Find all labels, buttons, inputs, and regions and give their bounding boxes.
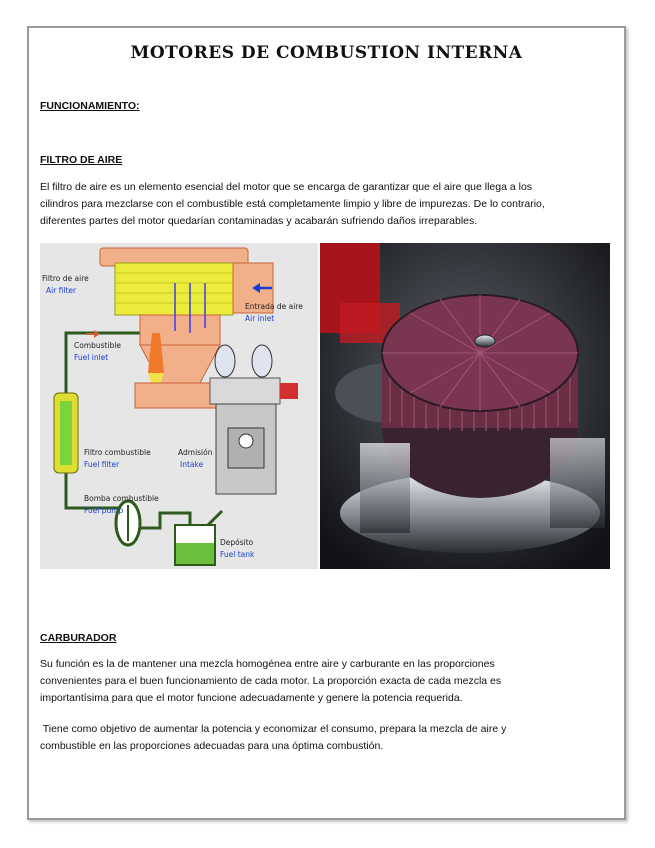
text-line: Su función es la de mantener una mezcla homogénea entre aire y carburante en las proporciones (40, 658, 495, 670)
label-fuel-pump-en: Fuel pump (84, 506, 124, 515)
paragraph-carburador-2 (40, 721, 614, 755)
air-filter-photo-drawing (320, 243, 610, 569)
fuel-system-diagram (40, 243, 318, 569)
fuel-filter (54, 393, 78, 473)
text-line: importantísima para que el motor funcione adecuadamente y genere la potencia requerida. (40, 692, 463, 704)
fuel-tank (175, 511, 222, 565)
paragraph-filtro-de-aire (40, 179, 614, 230)
engine-cylinder (210, 345, 298, 494)
paragraph-carburador-1 (40, 656, 614, 707)
text-line: cilindros para mezclarse con el combustible está completamente limpio y libre de impurezas. De lo contrario, (40, 198, 545, 210)
label-intake-en: Intake (180, 460, 204, 469)
heading-funcionamiento: FUNCIONAMIENTO: (40, 100, 140, 112)
text-line: combustible en las proporciones adecuadas para una óptima combustión. (40, 740, 384, 752)
text-line: El filtro de aire es un elemento esencial del motor que se encarga de garantizar que el aire que llega a los (40, 181, 533, 193)
heading-filtro-de-aire: FILTRO DE AIRE (40, 154, 123, 166)
label-fuel-en: Fuel inlet (74, 353, 109, 362)
label-intake: Admisión (178, 448, 213, 457)
air-filter-photo (320, 243, 610, 569)
text-line: Tiene como objetivo de aumentar la potencia y economizar el consumo, prepara la mezcla de aire y (40, 723, 507, 735)
label-air-filter: Filtro de aire (42, 274, 89, 283)
text-line: convenientes para el buen funcionamiento de cada motor. La proporción exacta de cada mezcla es (40, 675, 502, 687)
label-air-inlet-en: Air inlet (245, 314, 275, 323)
label-fuel-filter: Filtro combustible (84, 448, 151, 457)
label-fuel-filter-en: Fuel filter (84, 460, 120, 469)
text-line: diferentes partes del motor quedarían contaminadas y acabarán sufriendo daños irreparables. (40, 215, 478, 227)
diagram-drawing (40, 243, 318, 569)
document-page (27, 26, 626, 820)
label-fuel-pump: Bomba combustible (84, 494, 159, 503)
label-tank-en: Fuel tank (220, 550, 255, 559)
label-tank: Depósito (220, 538, 254, 547)
label-fuel: Combustible (74, 341, 122, 350)
fuel-arrow-icon (86, 330, 100, 338)
page-title: MOTORES DE COMBUSTION INTERNA (130, 43, 523, 63)
label-air-filter-en: Air filter (46, 286, 77, 295)
label-air-inlet: Entrada de aire (245, 302, 303, 311)
heading-carburador: CARBURADOR (40, 632, 117, 644)
